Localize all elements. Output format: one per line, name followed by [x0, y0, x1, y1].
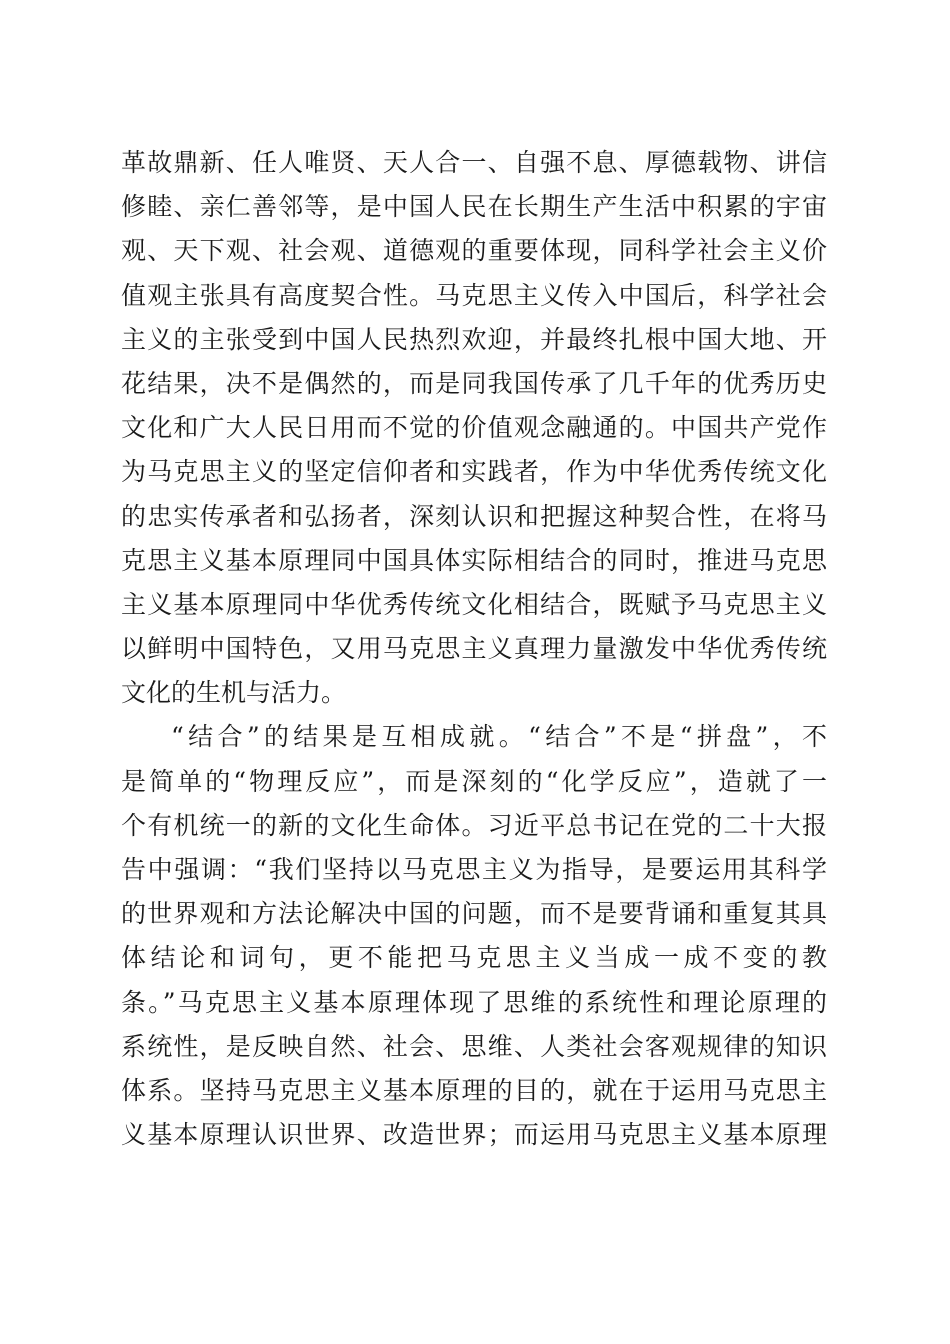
text-line: 义基本原理认识世界、改造世界；而运用马克思主义基本原理	[121, 1120, 827, 1150]
text-line: 花结果，决不是偶然的，而是同我国传承了几千年的优秀历史	[121, 368, 827, 398]
text-line: 以鲜明中国特色，又用马克思主义真理力量激发中华优秀传统	[121, 634, 827, 664]
text-line: 体结论和词句，更不能把马克思主义当成一成不变的教	[121, 943, 827, 973]
text-line: 值观主张具有高度契合性。马克思主义传入中国后，科学社会	[121, 280, 827, 310]
text-line: 文化的生机与活力。	[121, 678, 347, 708]
text-line: 体系。坚持马克思主义基本原理的目的，就在于运用马克思主	[121, 1075, 827, 1105]
text-line: 主义的主张受到中国人民热烈欢迎，并最终扎根中国大地、开	[121, 324, 827, 354]
text-line: 的世界观和方法论解决中国的问题，而不是要背诵和重复其具	[121, 899, 827, 929]
text-line: 个有机统一的新的文化生命体。习近平总书记在党的二十大报	[121, 810, 827, 840]
text-line: 克思主义基本原理同中国具体实际相结合的同时，推进马克思	[121, 545, 827, 575]
text-line: “结合”的结果是互相成就。“结合”不是“拼盘”，不	[171, 722, 827, 752]
text-line: 告中强调：“我们坚持以马克思主义为指导，是要运用其科学	[121, 855, 827, 884]
text-line: 条。”马克思主义基本原理体现了思维的系统性和理论原理的	[121, 987, 827, 1017]
paragraph-1	[121, 141, 827, 715]
text-line: 观、天下观、社会观、道德观的重要体现，同科学社会主义价	[121, 236, 827, 266]
text-line: 系统性，是反映自然、社会、思维、人类社会客观规律的知识	[121, 1031, 827, 1061]
text-line: 是简单的“物理反应”，而是深刻的“化学反应”，造就了一	[121, 766, 827, 796]
text-line: 文化和广大人民日用而不觉的价值观念融通的。中国共产党作	[121, 413, 827, 443]
body-text	[121, 141, 827, 1157]
text-line: 为马克思主义的坚定信仰者和实践者，作为中华优秀传统文化	[121, 457, 827, 487]
text-line: 革故鼎新、任人唯贤、天人合一、自强不息、厚德载物、讲信	[121, 148, 827, 177]
text-line: 主义基本原理同中华优秀传统文化相结合，既赋予马克思主义	[121, 589, 827, 619]
text-line: 的忠实传承者和弘扬者，深刻认识和把握这种契合性，在将马	[121, 501, 827, 531]
text-line: 修睦、亲仁善邻等，是中国人民在长期生产生活中积累的宇宙	[121, 192, 827, 222]
paragraph-2	[121, 715, 827, 1157]
